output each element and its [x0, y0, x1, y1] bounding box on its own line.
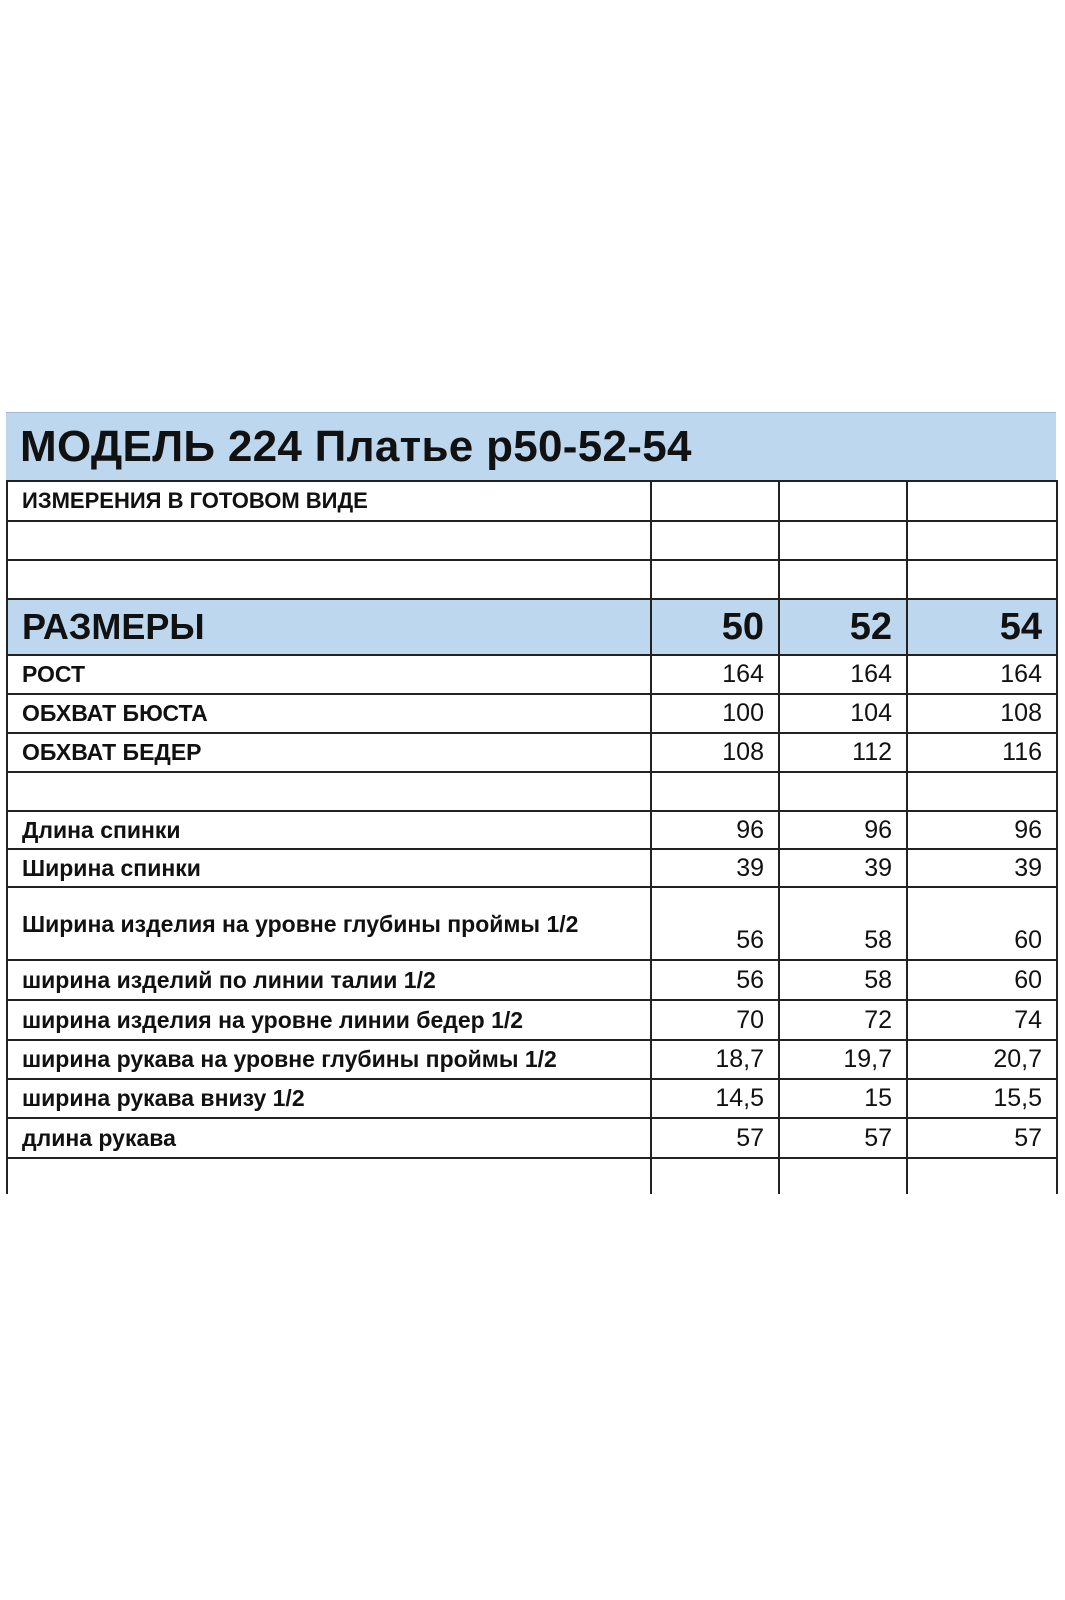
cell-value: 70 [651, 1000, 779, 1040]
table-row [7, 1040, 1057, 1079]
row-label: ширина рукава на уровне глубины проймы 1/2 [7, 1040, 651, 1079]
cell-value: 15,5 [907, 1079, 1057, 1118]
table-row [7, 811, 1057, 849]
empty-cell [779, 481, 907, 521]
table-row [7, 1000, 1057, 1040]
row-label: РОСТ [7, 655, 651, 694]
cell-value: 164 [907, 655, 1057, 694]
cell-value: 20,7 [907, 1040, 1057, 1079]
table-row [7, 694, 1057, 733]
row-label: ширина рукава внизу 1/2 [7, 1079, 651, 1118]
size-header: 54 [907, 599, 1057, 655]
cell-value: 57 [907, 1118, 1057, 1158]
row-label: ОБХВАТ БЕДЕР [7, 733, 651, 772]
cell-value: 60 [907, 887, 1057, 960]
row-label: Ширина спинки [7, 849, 651, 887]
cell-value: 108 [907, 694, 1057, 733]
size-chart [6, 412, 1056, 1194]
cell-value: 112 [779, 733, 907, 772]
cell-value: 58 [779, 960, 907, 1000]
empty-cell [651, 481, 779, 521]
cell-value: 18,7 [651, 1040, 779, 1079]
cell-value: 39 [907, 849, 1057, 887]
cell-value: 72 [779, 1000, 907, 1040]
cell-value: 108 [651, 733, 779, 772]
cell-value: 164 [779, 655, 907, 694]
row-label: Ширина изделия на уровне глубины проймы 1/2 [7, 887, 651, 960]
sizes-header-row [7, 599, 1057, 655]
cell-value: 57 [651, 1118, 779, 1158]
table-row [7, 1118, 1057, 1158]
cell-value: 58 [779, 887, 907, 960]
row-label: ОБХВАТ БЮСТА [7, 694, 651, 733]
cell-value: 15 [779, 1079, 907, 1118]
cell-value: 14,5 [651, 1079, 779, 1118]
cell-value: 96 [907, 811, 1057, 849]
cell-value: 39 [779, 849, 907, 887]
table-row [7, 849, 1057, 887]
empty-row [7, 1158, 1057, 1194]
cell-value: 74 [907, 1000, 1057, 1040]
table-row [7, 960, 1057, 1000]
table-row [7, 887, 1057, 960]
cell-value: 56 [651, 960, 779, 1000]
cell-value: 116 [907, 733, 1057, 772]
measurements-table [6, 480, 1058, 1194]
row-label: ширина изделия на уровне линии бедер 1/2 [7, 1000, 651, 1040]
table-row [7, 733, 1057, 772]
size-header: 52 [779, 599, 907, 655]
cell-value: 39 [651, 849, 779, 887]
table-row [7, 481, 1057, 521]
cell-value: 96 [651, 811, 779, 849]
row-label: ширина изделий по линии талии 1/2 [7, 960, 651, 1000]
title-bar [6, 412, 1056, 480]
cell-value: 104 [779, 694, 907, 733]
empty-row [7, 772, 1057, 811]
cell-value: 96 [779, 811, 907, 849]
size-header: 50 [651, 599, 779, 655]
table-row [7, 1079, 1057, 1118]
table-row [7, 655, 1057, 694]
empty-row [7, 521, 1057, 560]
row-label: Длина спинки [7, 811, 651, 849]
cell-value: 19,7 [779, 1040, 907, 1079]
cell-value: 164 [651, 655, 779, 694]
cell-value: 57 [779, 1118, 907, 1158]
subtitle: ИЗМЕРЕНИЯ В ГОТОВОМ ВИДЕ [7, 481, 651, 521]
cell-value: 56 [651, 887, 779, 960]
empty-cell [907, 481, 1057, 521]
cell-value: 100 [651, 694, 779, 733]
cell-value: 60 [907, 960, 1057, 1000]
empty-row [7, 560, 1057, 599]
page-title: МОДЕЛЬ 224 Платье р50-52-54 [20, 421, 692, 471]
row-label: длина рукава [7, 1118, 651, 1158]
sizes-label: РАЗМЕРЫ [7, 599, 651, 655]
